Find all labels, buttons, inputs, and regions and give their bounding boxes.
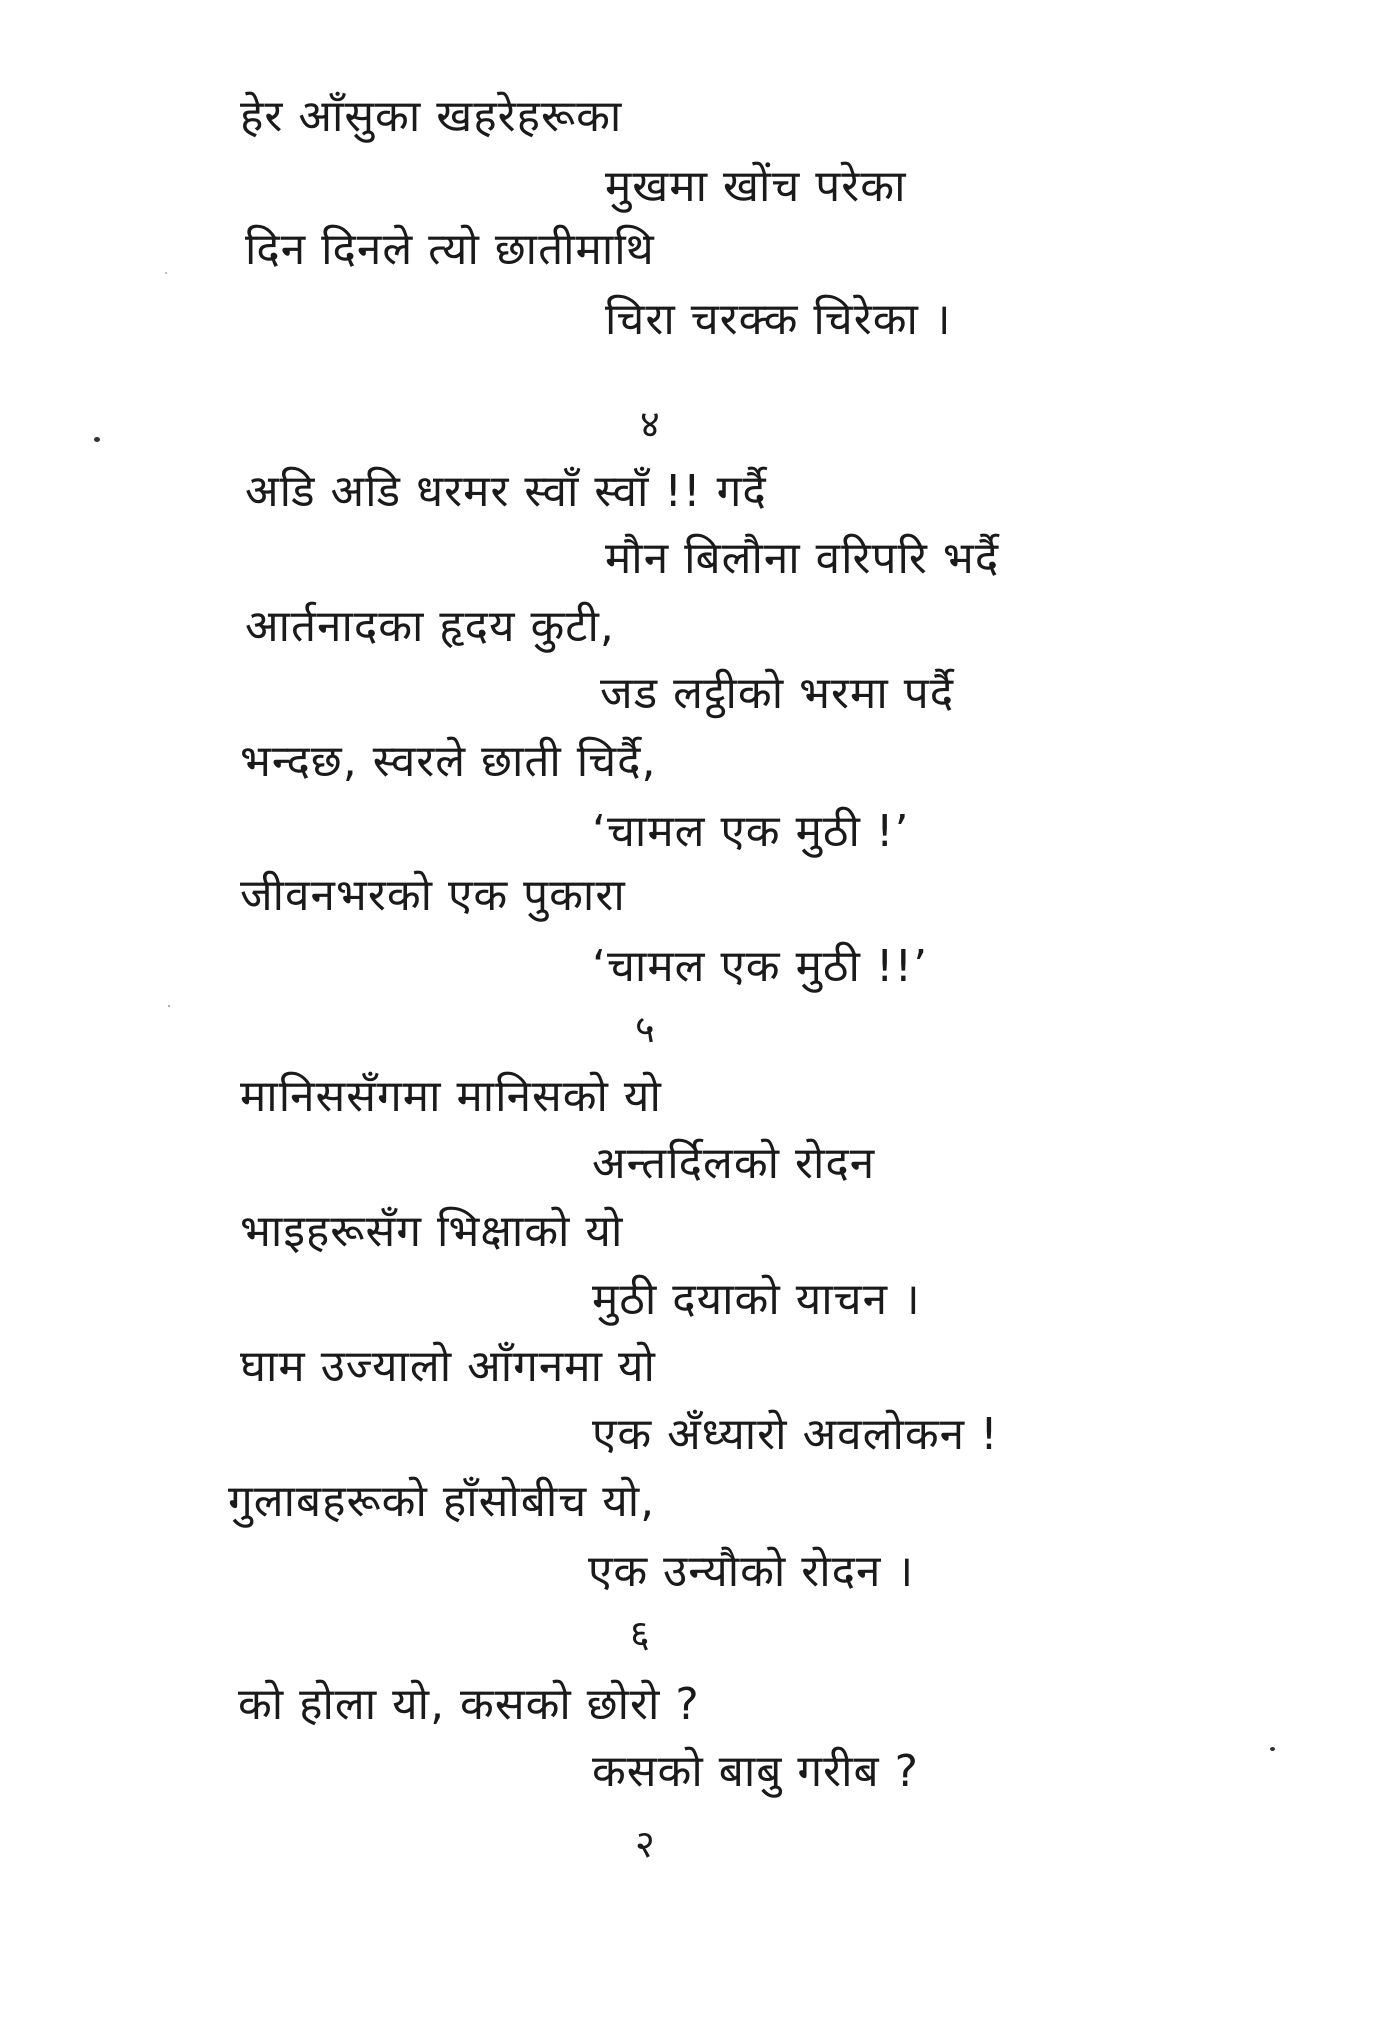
poem-line: चिरा चरक्क चिरेका ।	[605, 294, 952, 345]
poem-line: आर्तनादका हृदय कुटी,	[245, 601, 615, 652]
poem-line: गुलाबहरूको हाँसोबीच यो,	[228, 1476, 656, 1527]
page-number: २	[635, 1822, 655, 1866]
poem-line: ‘चामल एक मुठी !’	[592, 806, 910, 857]
stanza-number: ५	[635, 1007, 655, 1051]
poem-line: मानिससँगमा मानिसको यो	[240, 1071, 662, 1122]
poem-line: मौन बिलौना वरिपरि भर्दै	[605, 533, 1000, 584]
poem-line: अन्तर्दिलको रोदन	[592, 1138, 876, 1189]
scan-speck	[94, 437, 100, 442]
poem-line: अडि अडि धरमर स्वाँ स्वाँ !! गर्दै	[245, 466, 767, 517]
poem-line: घाम उज्यालो आँगनमा यो	[240, 1341, 656, 1392]
poem-line: जड लट्ठीको भरमा पर्दै	[600, 668, 955, 719]
poem-line: कसको बाबु गरीब ?	[592, 1746, 919, 1797]
scan-speck	[165, 272, 167, 274]
poem-line: मुखमा खोंच परेका	[605, 161, 907, 212]
poem-line: दिन दिनले त्यो छातीमाथि	[245, 224, 655, 275]
poem-line: मुठी दयाको याचन ।	[592, 1274, 921, 1325]
scan-speck	[168, 1005, 170, 1007]
poem-line: जीवनभरको एक पुकारा	[240, 870, 626, 921]
poem-line: एक उन्यौको रोदन ।	[588, 1546, 915, 1597]
scan-speck	[1270, 1747, 1275, 1751]
poem-line: हेर आँसुका खहरेहरूका	[240, 91, 623, 142]
poem-line: को होला यो, कसको छोरो ?	[238, 1679, 700, 1730]
poem-line: एक अँध्यारो अवलोकन !	[592, 1409, 999, 1460]
poem-line: भन्दछ, स्वरले छाती चिर्दै,	[240, 736, 657, 787]
stanza-number: ४	[640, 402, 660, 446]
poem-line: ‘चामल एक मुठी !!’	[592, 941, 929, 992]
stanza-number: ६	[630, 1612, 650, 1656]
poem-line: भाइहरूसँग भिक्षाको यो	[240, 1206, 624, 1257]
